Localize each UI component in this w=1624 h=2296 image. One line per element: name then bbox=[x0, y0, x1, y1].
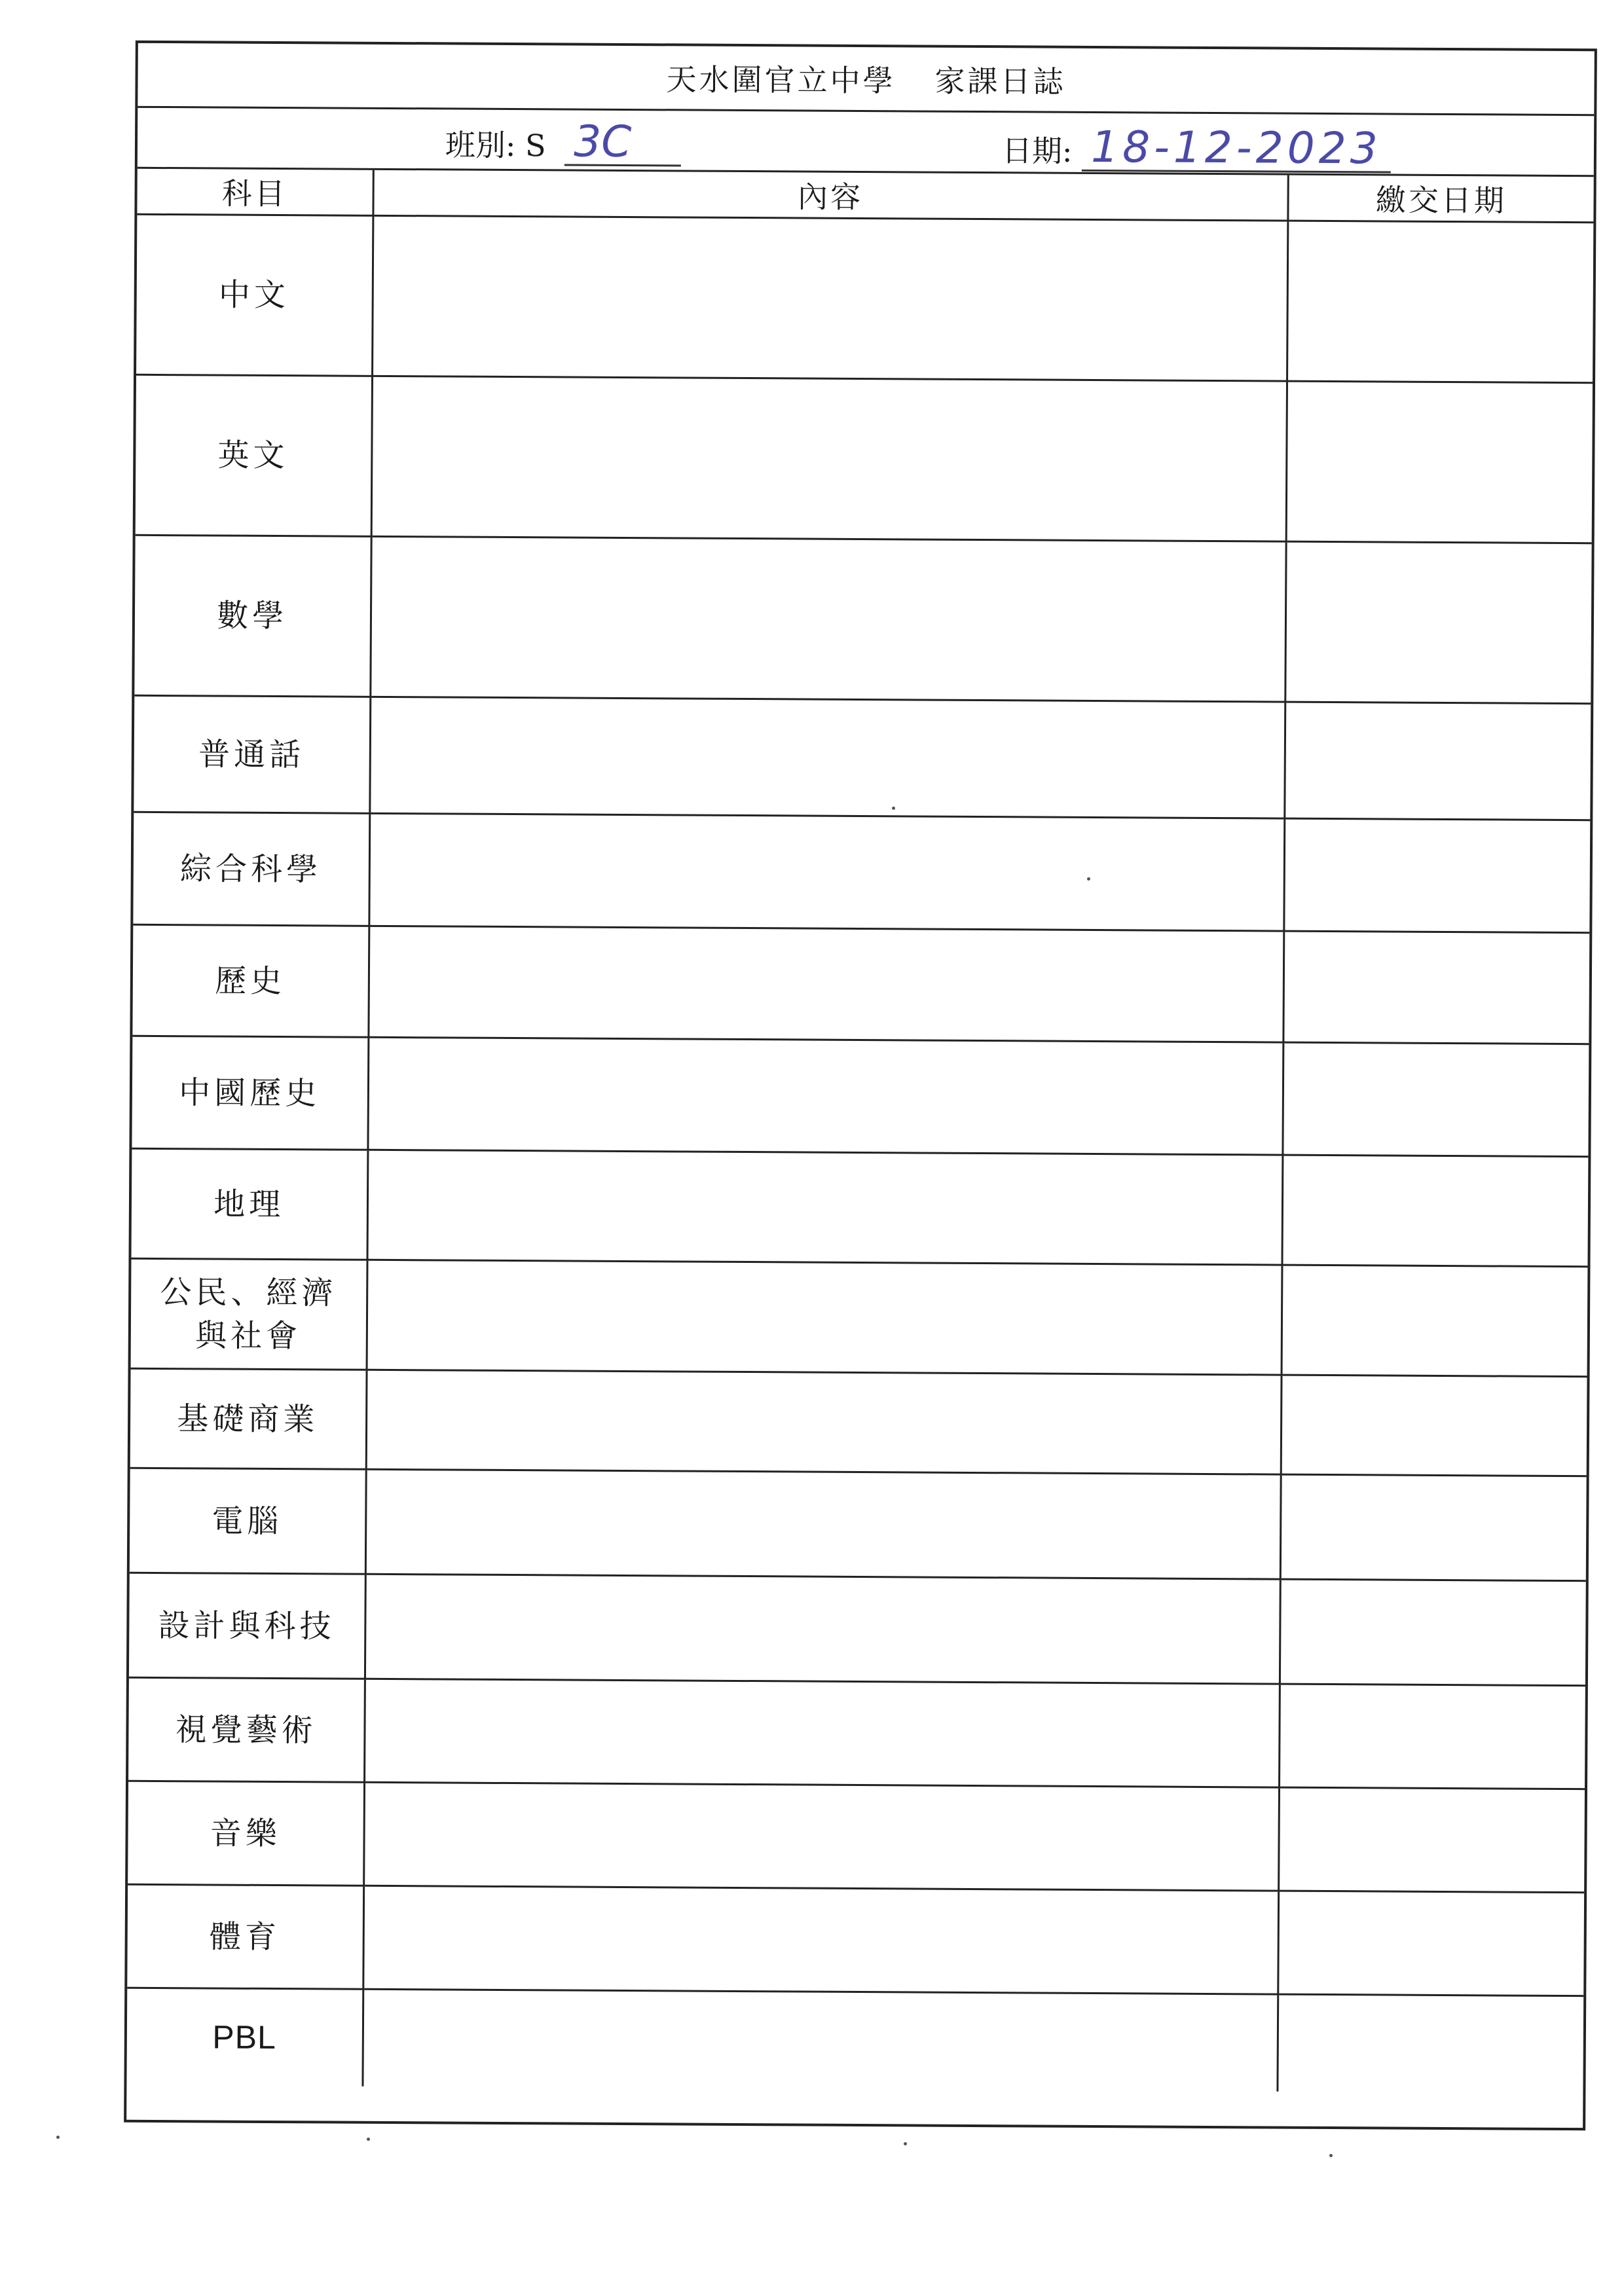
subject-row bbox=[128, 1677, 1585, 1789]
subject-name: PBL bbox=[126, 1988, 363, 2086]
form-header bbox=[138, 43, 1595, 116]
date-field bbox=[1001, 121, 1391, 174]
due-date-cell[interactable] bbox=[1283, 818, 1590, 933]
subject-name: 普通話 bbox=[134, 695, 370, 813]
scan-speck bbox=[1087, 877, 1090, 881]
date-label: 日期: bbox=[1001, 133, 1073, 169]
subject-row bbox=[136, 214, 1593, 382]
content-cell[interactable] bbox=[371, 376, 1287, 541]
class-label: 班別: S bbox=[445, 127, 546, 164]
subject-row bbox=[130, 1468, 1587, 1580]
scan-speck bbox=[892, 807, 895, 810]
due-date-column-header: 繳交日期 bbox=[1287, 175, 1593, 223]
subject-row bbox=[129, 1573, 1586, 1685]
content-cell[interactable] bbox=[367, 1037, 1283, 1155]
content-cell[interactable] bbox=[372, 215, 1287, 381]
subject-row bbox=[136, 374, 1593, 543]
content-cell[interactable] bbox=[363, 1782, 1279, 1891]
info-row bbox=[138, 108, 1594, 177]
subject-row bbox=[132, 1148, 1589, 1266]
homework-diary-form bbox=[124, 41, 1597, 2130]
subject-name: 地理 bbox=[132, 1148, 368, 1260]
subject-column-header: 科目 bbox=[137, 169, 373, 216]
due-date-cell[interactable] bbox=[1280, 1474, 1587, 1581]
content-cell[interactable] bbox=[370, 536, 1285, 702]
content-cell[interactable] bbox=[369, 813, 1284, 931]
subject-name: 電腦 bbox=[130, 1468, 366, 1574]
content-cell[interactable] bbox=[363, 1886, 1278, 1994]
subject-row bbox=[134, 535, 1591, 703]
due-date-cell[interactable] bbox=[1285, 541, 1591, 704]
subject-row bbox=[134, 695, 1591, 820]
subject-name: 數學 bbox=[134, 535, 371, 697]
subject-name: 體育 bbox=[127, 1884, 363, 1989]
subject-name: 中國歷史 bbox=[132, 1036, 368, 1150]
form-title: 家課日誌 bbox=[934, 63, 1066, 100]
content-cell[interactable] bbox=[365, 1574, 1280, 1684]
content-cell[interactable] bbox=[368, 926, 1283, 1042]
due-date-cell[interactable] bbox=[1280, 1579, 1586, 1686]
scan-speck bbox=[56, 2136, 60, 2139]
due-date-cell[interactable] bbox=[1286, 381, 1593, 543]
subject-row bbox=[132, 924, 1589, 1044]
content-cell[interactable] bbox=[364, 1679, 1280, 1787]
class-field bbox=[445, 116, 682, 168]
due-date-cell[interactable] bbox=[1281, 1375, 1587, 1476]
subject-row bbox=[127, 1884, 1584, 1995]
content-cell[interactable] bbox=[369, 697, 1285, 818]
subject-name: 視覺藝術 bbox=[128, 1677, 365, 1782]
content-cell[interactable] bbox=[367, 1150, 1283, 1265]
subject-name: 中文 bbox=[136, 214, 373, 376]
subject-row bbox=[132, 1036, 1589, 1156]
due-date-cell[interactable] bbox=[1278, 1787, 1585, 1893]
due-date-cell[interactable] bbox=[1277, 1994, 1583, 2093]
content-cell[interactable] bbox=[366, 1370, 1282, 1474]
due-date-cell[interactable] bbox=[1284, 702, 1591, 820]
content-cell[interactable] bbox=[365, 1469, 1281, 1579]
due-date-cell[interactable] bbox=[1287, 221, 1593, 383]
due-date-cell[interactable] bbox=[1282, 1042, 1589, 1157]
due-date-cell[interactable] bbox=[1278, 1891, 1584, 1996]
scan-speck bbox=[1329, 2154, 1333, 2157]
subject-name: 歷史 bbox=[132, 924, 369, 1037]
due-date-cell[interactable] bbox=[1282, 1265, 1588, 1377]
scan-speck bbox=[904, 2142, 907, 2145]
table-header-row bbox=[137, 169, 1593, 223]
due-date-cell[interactable] bbox=[1279, 1684, 1585, 1789]
subject-row bbox=[130, 1368, 1587, 1476]
scan-speck bbox=[367, 2138, 370, 2141]
subject-row bbox=[131, 1258, 1588, 1376]
content-column-header: 內容 bbox=[373, 170, 1287, 221]
subject-row bbox=[126, 1988, 1583, 2092]
class-value[interactable]: 3C bbox=[564, 122, 681, 166]
homework-table bbox=[126, 169, 1593, 2093]
subject-row bbox=[128, 1781, 1585, 1892]
school-name: 天水圍官立中學 bbox=[666, 62, 896, 99]
content-cell[interactable] bbox=[367, 1260, 1282, 1375]
subject-name: 公民、經濟 與社會 bbox=[131, 1258, 367, 1370]
subject-name: 英文 bbox=[136, 374, 372, 536]
date-value[interactable]: 18-12-2023 bbox=[1082, 128, 1391, 173]
subject-name: 綜合科學 bbox=[133, 812, 369, 926]
due-date-cell[interactable] bbox=[1282, 1155, 1588, 1267]
due-date-cell[interactable] bbox=[1283, 931, 1589, 1044]
subject-name: 基礎商業 bbox=[130, 1368, 367, 1469]
subject-row bbox=[133, 812, 1590, 932]
subject-name: 設計與科技 bbox=[129, 1573, 365, 1679]
subject-name: 音樂 bbox=[128, 1781, 364, 1886]
content-cell[interactable] bbox=[362, 1989, 1278, 2091]
